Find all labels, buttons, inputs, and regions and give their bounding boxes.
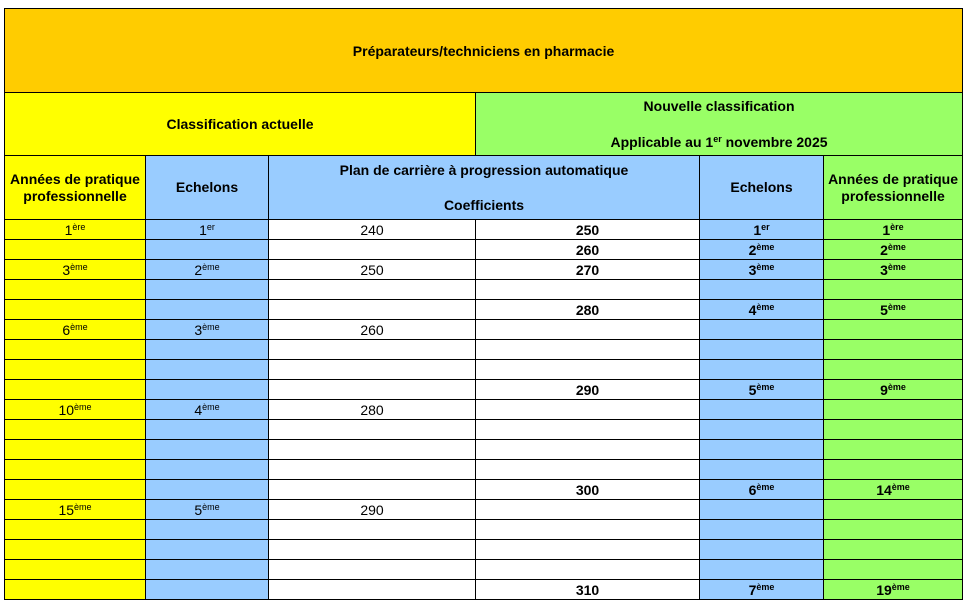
year-left-cell <box>5 480 146 500</box>
coefficient-new-cell <box>476 540 700 560</box>
year-right-number: 3 <box>880 261 888 278</box>
echelon-right-cell <box>700 220 824 240</box>
coefficient-new-cell <box>476 340 700 360</box>
table-row <box>5 520 963 540</box>
year-left-cell <box>5 560 146 580</box>
year-left-number: 3 <box>62 261 71 278</box>
coefficient-old-cell: 290 <box>269 500 476 520</box>
table-row <box>5 480 963 500</box>
echelons-header-left: Echelons <box>146 156 269 220</box>
year-right-cell <box>824 420 963 440</box>
echelon-right-number: 3 <box>748 261 757 278</box>
year-left-cell <box>5 420 146 440</box>
year-right-cell <box>824 580 963 600</box>
table-row <box>5 560 963 580</box>
year-right-cell <box>824 280 963 300</box>
coefficient-old-cell <box>269 540 476 560</box>
coefficient-old-cell: 260 <box>269 320 476 340</box>
coefficient-new-cell: 310 <box>476 580 700 600</box>
table-row <box>5 540 963 560</box>
year-right-cell <box>824 540 963 560</box>
year-right-number: 14 <box>876 481 892 498</box>
table-row <box>5 260 963 280</box>
year-right-suffix: ème <box>887 261 906 272</box>
year-left-cell <box>5 320 146 340</box>
echelon-right-cell <box>700 500 824 520</box>
year-right-number: 19 <box>876 581 892 598</box>
year-right-cell <box>824 440 963 460</box>
career-plan-label: Plan de carrière à progression automatique <box>339 161 629 178</box>
echelon-left-suffix: er <box>206 221 215 232</box>
year-left-cell <box>5 580 146 600</box>
year-right-number: 9 <box>880 381 888 398</box>
year-left-cell <box>5 400 146 420</box>
year-left-number: 1 <box>64 221 73 238</box>
echelon-right-suffix: er <box>761 221 770 232</box>
year-left-suffix: ème <box>70 261 88 272</box>
coefficient-new-cell: 300 <box>476 480 700 500</box>
echelon-right-cell <box>700 460 824 480</box>
coefficient-old-cell <box>269 300 476 320</box>
coefficient-old-cell <box>269 420 476 440</box>
echelon-left-cell <box>146 380 269 400</box>
coefficient-new-cell <box>476 560 700 580</box>
year-left-cell <box>5 260 146 280</box>
coefficient-old-cell: 250 <box>269 260 476 280</box>
year-left-suffix: ème <box>70 321 88 332</box>
table-title: Préparateurs/techniciens en pharmacie <box>5 9 963 93</box>
echelon-right-cell <box>700 380 824 400</box>
current-classification-header: Classification actuelle <box>5 93 476 156</box>
coefficient-new-cell <box>476 320 700 340</box>
coefficient-old-cell <box>269 580 476 600</box>
year-left-number: 6 <box>62 321 71 338</box>
echelon-left-cell <box>146 480 269 500</box>
table-row <box>5 320 963 340</box>
echelon-left-number: 5 <box>194 501 203 518</box>
coefficient-old-cell <box>269 240 476 260</box>
echelon-left-suffix: ème <box>202 261 220 272</box>
year-left-cell <box>5 540 146 560</box>
echelon-left-cell <box>146 540 269 560</box>
coefficient-old-cell: 240 <box>269 220 476 240</box>
echelon-right-cell <box>700 540 824 560</box>
year-right-cell <box>824 260 963 280</box>
coefficient-new-cell: 270 <box>476 260 700 280</box>
table-row <box>5 240 963 260</box>
table-row <box>5 380 963 400</box>
echelon-right-cell <box>700 260 824 280</box>
echelon-left-cell <box>146 340 269 360</box>
coefficient-old-cell <box>269 360 476 380</box>
year-right-cell <box>824 300 963 320</box>
echelon-right-cell <box>700 560 824 580</box>
echelon-left-number: 2 <box>194 261 203 278</box>
echelon-right-suffix: ème <box>756 301 775 312</box>
classification-table <box>4 8 963 600</box>
year-right-number: 2 <box>880 241 888 258</box>
echelon-left-suffix: ème <box>202 321 220 332</box>
table-row <box>5 460 963 480</box>
table-row <box>5 280 963 300</box>
year-right-cell <box>824 520 963 540</box>
echelon-right-number: 2 <box>748 241 757 258</box>
year-right-cell <box>824 560 963 580</box>
coefficient-new-cell: 280 <box>476 300 700 320</box>
echelon-right-cell <box>700 280 824 300</box>
echelon-right-cell <box>700 400 824 420</box>
echelon-left-cell <box>146 360 269 380</box>
year-left-suffix: ème <box>74 501 92 512</box>
years-header-right: Années de pratique professionnelle <box>824 156 963 220</box>
echelon-left-cell <box>146 460 269 480</box>
coefficient-old-cell: 280 <box>269 400 476 420</box>
echelon-right-number: 6 <box>748 481 757 498</box>
year-left-cell <box>5 520 146 540</box>
echelon-left-cell <box>146 440 269 460</box>
year-left-suffix: ère <box>72 221 86 232</box>
year-left-cell <box>5 340 146 360</box>
echelon-left-cell <box>146 420 269 440</box>
echelon-left-cell <box>146 560 269 580</box>
echelon-left-number: 1 <box>199 221 207 238</box>
coefficient-new-cell <box>476 420 700 440</box>
coefficient-old-cell <box>269 380 476 400</box>
year-right-cell <box>824 340 963 360</box>
echelon-right-cell <box>700 520 824 540</box>
new-classification-header <box>476 93 963 156</box>
coefficient-new-cell <box>476 280 700 300</box>
year-left-cell <box>5 240 146 260</box>
echelon-right-cell <box>700 480 824 500</box>
echelon-right-number: 1 <box>753 221 762 238</box>
coefficient-new-cell: 290 <box>476 380 700 400</box>
coefficients-label: Coefficients <box>443 196 525 213</box>
echelon-left-number: 3 <box>194 321 203 338</box>
coefficient-old-cell <box>269 560 476 580</box>
year-right-cell <box>824 480 963 500</box>
year-left-number: 10 <box>58 401 75 418</box>
coefficient-old-cell <box>269 520 476 540</box>
echelon-left-suffix: ème <box>202 401 220 412</box>
coefficient-new-cell <box>476 460 700 480</box>
new-classification-date: Applicable au 1er novembre 2025 <box>610 134 828 150</box>
year-right-cell <box>824 400 963 420</box>
echelon-left-cell <box>146 580 269 600</box>
echelon-left-cell <box>146 320 269 340</box>
year-left-cell <box>5 300 146 320</box>
year-right-number: 5 <box>880 301 888 318</box>
echelon-right-number: 4 <box>748 301 757 318</box>
echelon-right-cell <box>700 360 824 380</box>
years-header-left: Années de pratique professionnelle <box>5 156 146 220</box>
year-left-cell <box>5 220 146 240</box>
echelon-right-suffix: ème <box>756 481 775 492</box>
echelon-left-number: 4 <box>194 401 203 418</box>
year-right-cell <box>824 460 963 480</box>
echelon-left-cell <box>146 280 269 300</box>
table-row <box>5 220 963 240</box>
echelon-right-cell <box>700 420 824 440</box>
year-left-cell <box>5 360 146 380</box>
table-row <box>5 500 963 520</box>
coefficient-new-cell: 260 <box>476 240 700 260</box>
table-row <box>5 440 963 460</box>
year-right-suffix: ème <box>887 241 906 252</box>
year-left-cell <box>5 440 146 460</box>
echelon-right-cell <box>700 440 824 460</box>
year-right-cell <box>824 360 963 380</box>
year-right-cell <box>824 220 963 240</box>
coefficient-old-cell <box>269 340 476 360</box>
echelon-left-cell <box>146 260 269 280</box>
echelon-right-cell <box>700 340 824 360</box>
year-right-number: 1 <box>882 221 891 238</box>
echelon-left-cell <box>146 220 269 240</box>
echelons-header-right: Echelons <box>700 156 824 220</box>
coefficient-new-cell <box>476 400 700 420</box>
coefficient-old-cell <box>269 480 476 500</box>
year-right-suffix: ème <box>887 301 906 312</box>
year-right-suffix: ème <box>891 581 910 592</box>
year-right-suffix: ère <box>890 221 904 232</box>
echelon-right-suffix: ème <box>756 241 775 252</box>
new-classification-title: Nouvelle classification <box>643 98 795 114</box>
coefficient-old-cell <box>269 440 476 460</box>
coefficient-new-cell <box>476 520 700 540</box>
year-left-suffix: ème <box>74 401 92 412</box>
coefficient-new-cell <box>476 360 700 380</box>
coefficient-new-cell <box>476 500 700 520</box>
table-row <box>5 300 963 320</box>
echelon-right-cell <box>700 320 824 340</box>
echelon-right-suffix: ème <box>756 581 775 592</box>
echelon-right-cell <box>700 300 824 320</box>
echelon-right-number: 5 <box>748 381 757 398</box>
year-right-cell <box>824 380 963 400</box>
echelon-left-cell <box>146 400 269 420</box>
table-row <box>5 340 963 360</box>
echelon-right-cell <box>700 580 824 600</box>
coefficient-old-cell <box>269 460 476 480</box>
coefficient-new-cell <box>476 440 700 460</box>
year-right-cell <box>824 500 963 520</box>
year-left-cell <box>5 380 146 400</box>
echelon-right-suffix: ème <box>756 381 775 392</box>
table-row <box>5 580 963 600</box>
year-left-number: 15 <box>58 501 75 518</box>
year-right-cell <box>824 240 963 260</box>
table-row <box>5 360 963 380</box>
year-left-cell <box>5 280 146 300</box>
echelon-right-number: 7 <box>748 581 757 598</box>
echelon-left-cell <box>146 300 269 320</box>
year-right-cell <box>824 320 963 340</box>
coefficients-header <box>269 156 700 220</box>
table-row <box>5 400 963 420</box>
year-right-suffix: ème <box>891 481 910 492</box>
coefficient-old-cell <box>269 280 476 300</box>
year-left-cell <box>5 460 146 480</box>
table-row <box>5 420 963 440</box>
echelon-left-suffix: ème <box>202 501 220 512</box>
year-right-suffix: ème <box>887 381 906 392</box>
echelon-left-cell <box>146 500 269 520</box>
echelon-right-cell <box>700 240 824 260</box>
echelon-left-cell <box>146 520 269 540</box>
year-left-cell <box>5 500 146 520</box>
coefficient-new-cell: 250 <box>476 220 700 240</box>
echelon-left-cell <box>146 240 269 260</box>
echelon-right-suffix: ème <box>756 261 775 272</box>
